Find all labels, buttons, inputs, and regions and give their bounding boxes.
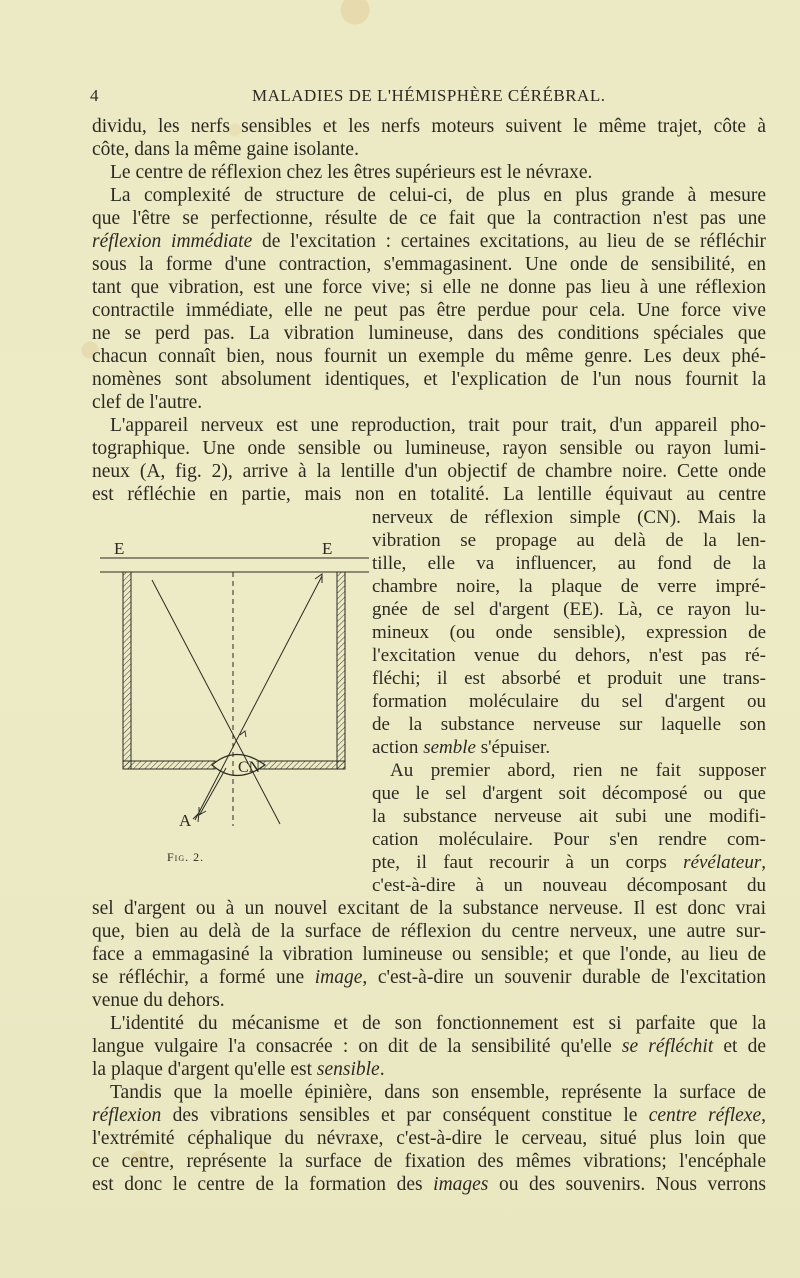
text-line: sous la forme d'une contraction, s'emmagasinent. Une onde de sensibilité, en xyxy=(92,254,766,275)
text-line: formation moléculaire du sel d'argent ou xyxy=(372,691,766,712)
text-line: tant que vibration, est une force vive; si elle ne donne pas lieu à une réflexion xyxy=(92,277,766,298)
text-line: dividu, les nerfs sensibles et les nerfs moteurs suivent le même trajet, côte à xyxy=(92,116,766,137)
text-line: réflexion immédiate de l'excitation : certaines excitations, au lieu de se réfléchir xyxy=(92,231,766,252)
text-line: contractile immédiate, elle ne peut pas être perdue pour cela. Une force vive xyxy=(92,300,766,321)
figure-caption: Fig. 2. xyxy=(167,850,205,864)
text-line: se réfléchir, a formé une image, c'est-à-dire un souvenir durable de l'excitation xyxy=(92,967,766,988)
italic-span: semble xyxy=(423,737,476,758)
italic-span: révélateur xyxy=(683,852,762,873)
text-line: langue vulgaire l'a consacrée : on dit de la sensibilité qu'elle se réfléchit et de xyxy=(92,1036,767,1057)
text-line: est donc le centre de la formation des images ou des souvenirs. Nous verrons xyxy=(92,1174,766,1195)
text-line: Au premier abord, rien ne fait supposer xyxy=(390,760,766,781)
text-line: réflexion des vibrations sensibles et par conséquent constitue le centre réflexe, xyxy=(92,1105,766,1126)
text-line: ce centre, représente la surface de fixation des mêmes vibrations; l'encéphale xyxy=(92,1151,766,1172)
label-e-left: E xyxy=(114,539,125,558)
text-line: pte, il faut recourir à un corps révélateur, xyxy=(372,852,766,873)
text-line: Tandis que la moelle épinière, dans son ensemble, représente la surface de xyxy=(110,1082,766,1103)
text-line: L'identité du mécanisme et de son fonctionnement est si parfaite que la xyxy=(110,1013,766,1034)
figure-camera-diagram xyxy=(100,536,370,836)
text-line: que l'être se perfectionne, résulte de ce fait que la contraction n'est pas une xyxy=(92,208,766,229)
text-line: la plaque d'argent qu'elle est sensible. xyxy=(92,1059,385,1080)
italic-span: images xyxy=(433,1174,489,1195)
text-line: action semble s'épuiser. xyxy=(372,737,551,758)
italic-span: réflexion immédiate xyxy=(92,231,253,252)
text-line: que, bien au delà de la surface de réflexion du centre nerveux, une autre sur- xyxy=(92,921,766,942)
text-line: la substance nerveuse ait subi une modifi- xyxy=(372,806,766,827)
text-line: nomènes sont absolument identiques, et l'explication de l'un nous fournit la xyxy=(92,369,766,390)
text-line: nerveux de réflexion simple (CN). Mais la xyxy=(372,507,766,528)
text-line: L'appareil nerveux est une reproduction, trait pour trait, d'un appareil pho- xyxy=(110,415,766,436)
page-number: 4 xyxy=(90,86,99,105)
page-header xyxy=(90,86,770,110)
text-line: l'excitation venue du dehors, n'est pas ré- xyxy=(372,645,766,666)
italic-span: image xyxy=(314,967,363,988)
text-line: face a emmagasiné la vibration lumineuse ou sensible; et que l'onde, au lieu de xyxy=(92,944,766,965)
label-a: A xyxy=(179,811,192,830)
label-e-right: E xyxy=(322,539,333,558)
label-cn: CN xyxy=(238,759,261,776)
text-line: neux (A, fig. 2), arrive à la lentille d'un objectif de chambre noire. Cette onde xyxy=(92,461,766,482)
text-line: gnée de sel d'argent (EE). Là, ce rayon lu- xyxy=(372,599,766,620)
italic-span: centre réflexe xyxy=(648,1105,762,1126)
camera-diagram-icon xyxy=(100,536,370,836)
text-line: ne se perd pas. La vibration lumineuse, dans des conditions spéciales que xyxy=(92,323,766,344)
text-line: La complexité de structure de celui-ci, de plus en plus grande à mesure xyxy=(110,185,766,206)
text-line: sel d'argent ou à un nouvel excitant de la substance nerveuse. Il est donc vrai xyxy=(92,898,766,919)
text-line: clef de l'autre. xyxy=(92,392,203,413)
text-line: tographique. Une onde sensible ou lumineuse, rayon sensible ou rayon lumi- xyxy=(92,438,766,459)
text-line: chacun connaît bien, nous fournit un exemple du même genre. Les deux phé- xyxy=(92,346,766,367)
text-line: Le centre de réflexion chez les êtres supérieurs est le névraxe. xyxy=(110,162,593,183)
text-line: côte, dans la même gaine isolante. xyxy=(92,139,359,160)
text-line: fléchi; il est absorbé et produit une trans- xyxy=(372,668,766,689)
text-line: vibration se propage au delà de la len- xyxy=(372,530,766,551)
text-line: l'extrémité céphalique du névraxe, c'est-à-dire le cerveau, situé plus loin que xyxy=(92,1128,766,1149)
text-line: de la substance nerveuse sur laquelle son xyxy=(372,714,766,735)
text-line: c'est-à-dire à un nouveau décomposant du xyxy=(372,875,766,896)
text-line: chambre noire, la plaque de verre impré- xyxy=(372,576,766,597)
text-line: cation moléculaire. Pour s'en rendre com- xyxy=(372,829,766,850)
text-line: que le sel d'argent soit décomposé ou que xyxy=(372,783,766,804)
text-line: mineux (ou onde sensible), expression de xyxy=(372,622,766,643)
running-title: MALADIES DE L'HÉMISPHÈRE CÉRÉBRAL. xyxy=(252,86,606,105)
italic-span: se réfléchit xyxy=(621,1036,714,1057)
text-line: venue du dehors. xyxy=(92,990,225,1011)
text-line: tille, elle va influencer, au fond de la xyxy=(372,553,766,574)
text-line: est réfléchie en partie, mais non en totalité. La lentille équivaut au centre xyxy=(92,484,766,505)
italic-span: réflexion xyxy=(92,1105,162,1126)
italic-span: sensible xyxy=(316,1059,380,1080)
